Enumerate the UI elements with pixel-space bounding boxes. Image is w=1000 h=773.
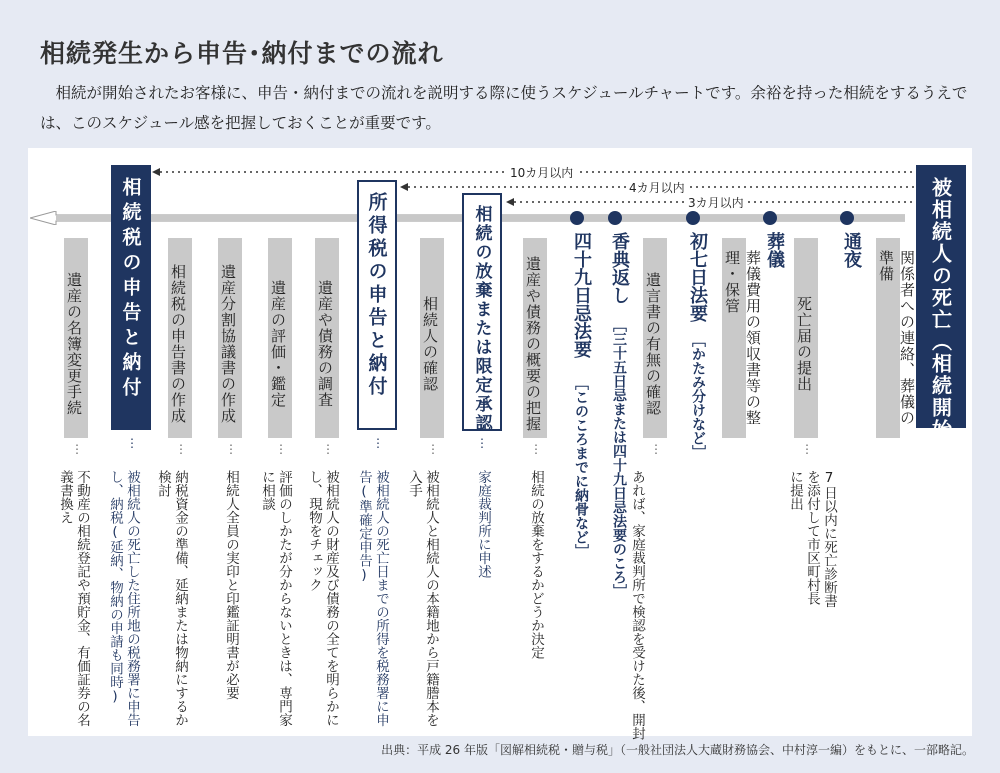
renounce-box	[462, 193, 502, 431]
note-renounce: 家庭裁判所に申述	[475, 470, 491, 578]
task-division: 遺産分割協議書の作成	[218, 238, 242, 438]
connector-dots: ⋮	[649, 442, 663, 456]
connector-dots: ⋮	[70, 442, 84, 456]
task-name-change: 遺産の名簿変更手続	[64, 238, 88, 438]
ceremony-tsuya: 通夜	[841, 232, 862, 268]
start-label: 被相続人の死亡（相続開始）	[928, 177, 953, 463]
task-receipts: 葬儀費用の領収書等の整理・保管	[722, 238, 746, 438]
renounce-label: 相続の放棄または限定承認	[471, 205, 492, 433]
income-tax-box	[357, 180, 397, 430]
ceremony-soshiki: 葬儀	[764, 232, 785, 268]
ceremony-koden-note: ［三十五日忌または四十九日忌法要のころ］	[611, 318, 627, 598]
source-citation: 出典：平成 26 年版「図解相続税・贈与税」（一般社団法人大蔵財務協会、中村淳一編）をもとに、一部略記。	[381, 743, 974, 757]
inheritance-tax-box	[111, 165, 151, 430]
note-income-tax: 被相続人の死亡日までの所得を税務署に申告(準確定申告)	[356, 470, 389, 727]
task-outline: 遺産や債務の概要の把握	[523, 238, 547, 438]
note-valuation: 評価のしかたが分からないときは、専門家に相談	[259, 470, 292, 727]
ceremony-koden: 香典返し	[609, 232, 630, 304]
ceremony-shonanoka-note: ［かたみ分けなど］	[690, 333, 706, 459]
task-heirs: 相続人の確認	[420, 238, 444, 438]
connector-dots: ⋮	[426, 442, 440, 456]
timeline-dot-shonanoka	[686, 211, 700, 225]
connector-dots: ⋮	[475, 436, 489, 450]
timeline-dot-koden	[608, 211, 622, 225]
ceremony-shonanoka: 初七日法要	[687, 232, 708, 322]
note-division: 相続人全員の実印と印鑑証明書が必要	[223, 470, 239, 700]
task-return: 相続税の申告書の作成	[168, 238, 192, 438]
connector-dots: ⋮	[371, 436, 385, 450]
note-return: 納税資金の準備、延納または物納にするか検討	[155, 470, 188, 727]
span-3-months: 3カ月以内	[685, 194, 747, 211]
ceremony-shijuku: 四十九日忌法要	[571, 232, 592, 358]
connector-dots: ⋮	[321, 442, 335, 456]
connector-dots: ⋮	[224, 442, 238, 456]
connector-dots: ⋮	[174, 442, 188, 456]
connector-dots: ⋮	[800, 442, 814, 456]
connector-dots: ⋮	[529, 442, 543, 456]
page-description: 相続が開始されたお客様に、申告・納付までの流れを説明する際に使うスケジュールチャートです。余裕を持った相続をするうえでは、このスケジュール感を把握しておくことが重要です。	[40, 84, 968, 132]
note-death-report: 7日以内に死亡診断書を添付して市区町村長に提出	[787, 470, 837, 608]
start-box	[916, 165, 966, 463]
task-contact: 関係者への連絡、葬儀の準備	[876, 238, 900, 438]
note-outline: 相続の放棄をするかどうか決定	[528, 470, 544, 659]
note-will: あれば、家庭裁判所で検認を受けた後、開封	[629, 470, 645, 740]
note-survey: 被相続人の財産及び債務の全てを明らかにし、現物をチェック	[306, 470, 339, 727]
note-heirs: 被相続人と相続人の本籍地から戸籍謄本を入手	[406, 470, 439, 727]
task-survey: 遺産や債務の調査	[315, 238, 339, 438]
connector-dots: ⋮	[274, 442, 288, 456]
task-valuation: 遺産の評価・鑑定	[268, 238, 292, 438]
span-10-months: 10カ月以内	[507, 164, 576, 181]
page-title: 相続発生から申告･納付までの流れ	[40, 39, 444, 68]
task-will: 遺言書の有無の確認	[643, 238, 667, 438]
inheritance-tax-label: 相続税の申告と納付	[119, 177, 142, 402]
note-name-change: 不動産の相続登記や預貯金、有価証券の名義書換え	[57, 470, 90, 727]
span-4-months: 4カ月以内	[626, 179, 688, 196]
connector-dots: ⋮	[125, 436, 139, 450]
task-death-report: 死亡届の提出	[794, 238, 818, 438]
ceremony-shijuku-note: ［このころまでに納骨など］	[573, 376, 589, 558]
income-tax-label: 所得税の申告と納付	[365, 192, 388, 399]
note-inheritance-tax: 被相続人の死亡した住所地の税務署に申告し、納税(延納、物納の申請も同時)	[107, 470, 140, 727]
timeline-dot-shijuku	[570, 211, 584, 225]
timeline-dot-soshiki	[763, 211, 777, 225]
timeline-dot-tsuya	[840, 211, 854, 225]
